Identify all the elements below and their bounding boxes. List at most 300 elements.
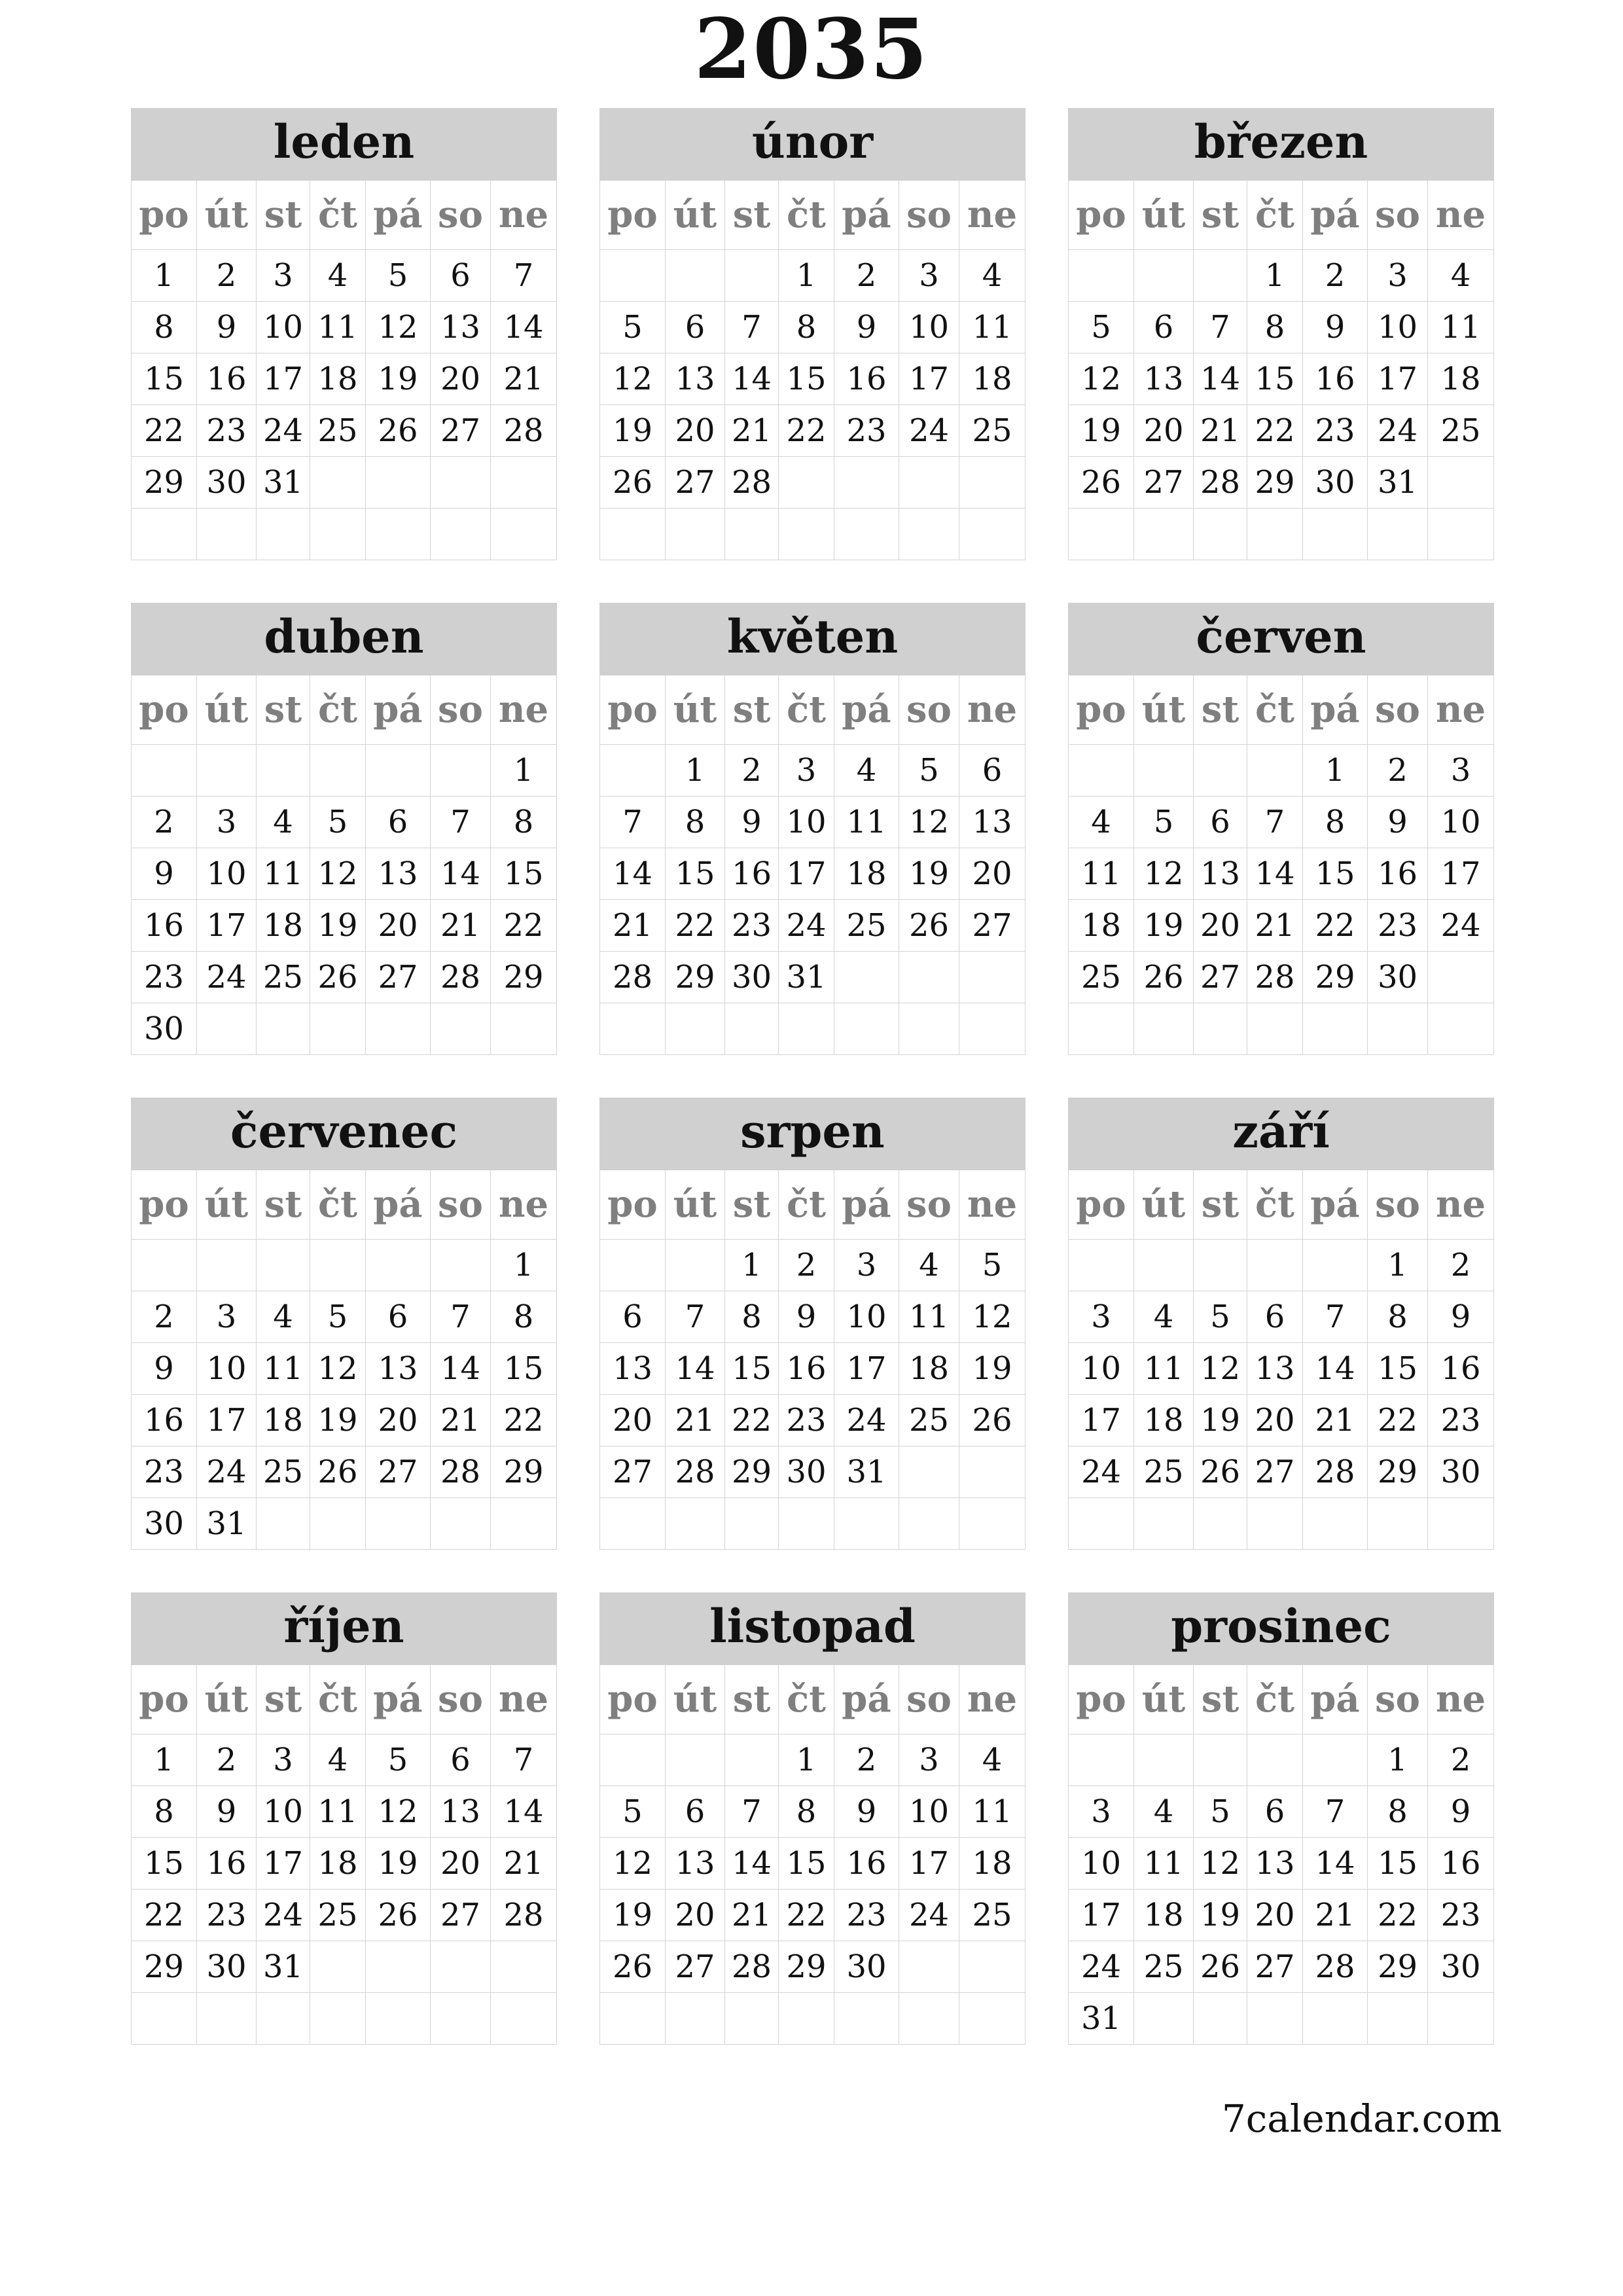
day-cell [1134, 509, 1194, 560]
day-cell: 11 [834, 797, 899, 848]
weekday-label: st [725, 675, 779, 745]
day-cell: 8 [131, 302, 197, 353]
day-cell: 24 [899, 405, 959, 457]
day-cell: 18 [257, 900, 310, 952]
day-cell: 9 [725, 797, 779, 848]
day-cell: 19 [599, 405, 666, 457]
day-cell: 6 [431, 1734, 491, 1786]
weekday-label: čt [310, 1170, 366, 1240]
day-cell: 10 [257, 1786, 310, 1838]
day-cell: 8 [131, 1786, 197, 1838]
week-row [599, 1838, 1026, 1890]
day-cell [666, 1003, 725, 1055]
month-days-grid [599, 675, 1026, 1056]
day-cell: 27 [666, 457, 725, 509]
week-row [599, 1890, 1026, 1941]
month-block [131, 108, 557, 561]
day-cell: 22 [131, 1890, 197, 1941]
day-cell: 9 [197, 302, 257, 353]
day-cell [1134, 745, 1194, 797]
weekday-label: ne [1428, 1665, 1494, 1734]
day-cell: 27 [959, 900, 1026, 952]
day-cell [1368, 1993, 1428, 2045]
month-days-grid [599, 1665, 1026, 2045]
day-cell: 18 [1134, 1890, 1194, 1941]
week-row [1068, 797, 1494, 848]
day-cell: 4 [1134, 1786, 1194, 1838]
day-cell: 1 [491, 1240, 557, 1291]
day-cell: 29 [666, 952, 725, 1003]
weekday-label: čt [1247, 675, 1303, 745]
day-cell [666, 250, 725, 302]
day-cell: 21 [1303, 1395, 1368, 1446]
day-cell: 5 [599, 1786, 666, 1838]
day-cell: 6 [666, 302, 725, 353]
day-cell: 12 [1194, 1838, 1247, 1890]
weekday-label: so [431, 1665, 491, 1734]
weekday-label: ne [959, 1665, 1026, 1734]
week-row [599, 353, 1026, 405]
day-cell: 18 [1068, 900, 1134, 952]
day-cell: 9 [834, 302, 899, 353]
week-row [1068, 250, 1494, 302]
day-cell: 26 [599, 457, 666, 509]
day-cell: 4 [1068, 797, 1134, 848]
day-cell: 3 [899, 250, 959, 302]
day-cell [366, 1941, 431, 1993]
day-cell: 28 [725, 1941, 779, 1993]
day-cell [366, 457, 431, 509]
weekday-label: ne [1428, 675, 1494, 745]
day-cell [1134, 1498, 1194, 1550]
day-cell: 15 [1368, 1838, 1428, 1890]
day-cell: 21 [599, 900, 666, 952]
day-cell: 5 [366, 250, 431, 302]
day-cell: 12 [959, 1291, 1026, 1343]
day-cell [197, 1240, 257, 1291]
week-row [599, 900, 1026, 952]
day-cell: 11 [257, 848, 310, 900]
weekday-label: čt [779, 1665, 834, 1734]
day-cell [431, 1498, 491, 1550]
month-block [599, 603, 1026, 1056]
day-cell: 13 [1247, 1343, 1303, 1395]
month-name: březen [1068, 108, 1494, 181]
day-cell: 27 [1134, 457, 1194, 509]
day-cell: 8 [491, 1291, 557, 1343]
week-row [599, 1446, 1026, 1498]
weekday-label: so [899, 675, 959, 745]
day-cell: 5 [310, 1291, 366, 1343]
day-cell: 25 [1068, 952, 1134, 1003]
weekday-label: pá [1303, 675, 1368, 745]
day-cell: 30 [1368, 952, 1428, 1003]
day-cell: 10 [899, 1786, 959, 1838]
week-row [1068, 457, 1494, 509]
day-cell: 31 [257, 1941, 310, 1993]
weekday-label: so [899, 1170, 959, 1240]
day-cell [431, 745, 491, 797]
day-cell: 15 [1247, 353, 1303, 405]
month-name: září [1068, 1098, 1494, 1170]
day-cell: 11 [1134, 1343, 1194, 1395]
day-cell: 24 [779, 900, 834, 952]
weekday-label: so [1368, 1665, 1428, 1734]
day-cell [366, 1498, 431, 1550]
weekday-label: st [1194, 1170, 1247, 1240]
day-cell: 24 [257, 405, 310, 457]
day-cell: 31 [197, 1498, 257, 1550]
day-cell [257, 1003, 310, 1055]
week-row [131, 457, 557, 509]
week-row [1068, 1395, 1494, 1446]
day-cell: 18 [310, 353, 366, 405]
weekday-header-row [131, 181, 557, 250]
site-credit: 7calendar.com [1221, 2096, 1502, 2141]
day-cell: 2 [197, 1734, 257, 1786]
day-cell: 13 [1247, 1838, 1303, 1890]
day-cell: 1 [1247, 250, 1303, 302]
weekday-label: ne [491, 181, 557, 250]
week-row [599, 250, 1026, 302]
day-cell [1303, 1993, 1368, 2045]
day-cell: 18 [1134, 1395, 1194, 1446]
day-cell: 2 [1368, 745, 1428, 797]
day-cell: 23 [834, 405, 899, 457]
day-cell: 24 [834, 1395, 899, 1446]
day-cell: 27 [1247, 1446, 1303, 1498]
day-cell: 22 [131, 405, 197, 457]
weekday-label: po [131, 1665, 197, 1734]
weekday-label: st [1194, 675, 1247, 745]
weekday-label: so [431, 675, 491, 745]
day-cell: 13 [1134, 353, 1194, 405]
day-cell [834, 1993, 899, 2045]
week-row [1068, 1498, 1494, 1550]
weekday-label: ne [959, 1170, 1026, 1240]
day-cell: 28 [1303, 1446, 1368, 1498]
day-cell: 4 [899, 1240, 959, 1291]
day-cell: 9 [834, 1786, 899, 1838]
weekday-label: čt [1247, 181, 1303, 250]
weekday-label: pá [366, 181, 431, 250]
weekday-label: so [431, 181, 491, 250]
day-cell: 16 [834, 1838, 899, 1890]
weekday-label: st [725, 1170, 779, 1240]
month-block [1068, 603, 1494, 1056]
day-cell: 12 [1068, 353, 1134, 405]
weekday-label: út [197, 675, 257, 745]
day-cell: 6 [1194, 797, 1247, 848]
day-cell [310, 1498, 366, 1550]
day-cell: 17 [899, 1838, 959, 1890]
day-cell: 9 [1368, 797, 1428, 848]
day-cell: 15 [725, 1343, 779, 1395]
week-row [599, 1734, 1026, 1786]
week-row [1068, 1890, 1494, 1941]
day-cell: 13 [366, 1343, 431, 1395]
day-cell: 21 [725, 405, 779, 457]
day-cell: 27 [1194, 952, 1247, 1003]
day-cell: 16 [131, 1395, 197, 1446]
week-row [131, 250, 557, 302]
day-cell: 5 [899, 745, 959, 797]
day-cell: 6 [599, 1291, 666, 1343]
day-cell [366, 745, 431, 797]
month-block [599, 1592, 1026, 2045]
day-cell: 11 [1068, 848, 1134, 900]
day-cell: 9 [1303, 302, 1368, 353]
day-cell [959, 952, 1026, 1003]
day-cell [599, 250, 666, 302]
weekday-header-row [1068, 1170, 1494, 1240]
day-cell: 10 [1068, 1838, 1134, 1890]
day-cell: 14 [491, 302, 557, 353]
day-cell: 9 [1428, 1291, 1494, 1343]
day-cell: 19 [899, 848, 959, 900]
day-cell: 23 [197, 405, 257, 457]
day-cell [131, 1240, 197, 1291]
day-cell: 26 [899, 900, 959, 952]
month-days-grid [1068, 675, 1494, 1056]
day-cell [1303, 1498, 1368, 1550]
weekday-label: pá [366, 1170, 431, 1240]
day-cell: 16 [1368, 848, 1428, 900]
day-cell: 22 [779, 405, 834, 457]
day-cell: 6 [959, 745, 1026, 797]
day-cell: 29 [1368, 1446, 1428, 1498]
day-cell: 15 [131, 1838, 197, 1890]
weekday-label: pá [834, 181, 899, 250]
day-cell: 23 [1303, 405, 1368, 457]
day-cell: 22 [491, 900, 557, 952]
day-cell: 16 [1428, 1343, 1494, 1395]
day-cell: 14 [1303, 1838, 1368, 1890]
weekday-label: po [599, 675, 666, 745]
day-cell: 22 [1368, 1890, 1428, 1941]
day-cell: 21 [1194, 405, 1247, 457]
week-row [131, 900, 557, 952]
day-cell [1134, 1993, 1194, 2045]
day-cell: 5 [310, 797, 366, 848]
day-cell [725, 1734, 779, 1786]
day-cell [257, 1240, 310, 1291]
day-cell: 7 [725, 302, 779, 353]
day-cell: 13 [431, 1786, 491, 1838]
day-cell: 30 [1428, 1446, 1494, 1498]
day-cell: 15 [1368, 1343, 1428, 1395]
month-days-grid [131, 1665, 557, 2045]
weekday-label: po [131, 1170, 197, 1240]
day-cell [666, 509, 725, 560]
day-cell [431, 1240, 491, 1291]
day-cell: 18 [310, 1838, 366, 1890]
day-cell: 8 [1368, 1291, 1428, 1343]
weekday-label: pá [834, 1170, 899, 1240]
day-cell: 5 [599, 302, 666, 353]
day-cell: 21 [491, 353, 557, 405]
day-cell: 25 [1134, 1446, 1194, 1498]
day-cell [599, 509, 666, 560]
week-row [599, 1003, 1026, 1055]
day-cell: 1 [779, 250, 834, 302]
day-cell: 11 [1134, 1838, 1194, 1890]
weekday-label: út [197, 181, 257, 250]
day-cell: 30 [131, 1498, 197, 1550]
day-cell [1068, 745, 1134, 797]
day-cell: 27 [1247, 1941, 1303, 1993]
day-cell: 3 [1428, 745, 1494, 797]
week-row [599, 1291, 1026, 1343]
day-cell: 27 [666, 1941, 725, 1993]
day-cell: 3 [197, 1291, 257, 1343]
month-name: červen [1068, 603, 1494, 675]
day-cell [899, 1993, 959, 2045]
day-cell: 17 [1428, 848, 1494, 900]
day-cell: 10 [1368, 302, 1428, 353]
day-cell: 2 [1303, 250, 1368, 302]
day-cell [310, 509, 366, 560]
day-cell: 10 [197, 1343, 257, 1395]
day-cell: 10 [779, 797, 834, 848]
day-cell: 6 [1247, 1786, 1303, 1838]
day-cell [1247, 1993, 1303, 2045]
weekday-label: út [666, 181, 725, 250]
day-cell [599, 1734, 666, 1786]
day-cell: 24 [1068, 1941, 1134, 1993]
day-cell: 14 [1194, 353, 1247, 405]
day-cell [1303, 509, 1368, 560]
week-row [599, 1240, 1026, 1291]
day-cell [1134, 1734, 1194, 1786]
day-cell: 15 [779, 353, 834, 405]
day-cell [959, 457, 1026, 509]
weekday-label: út [666, 675, 725, 745]
day-cell: 23 [725, 900, 779, 952]
day-cell: 18 [959, 353, 1026, 405]
day-cell: 8 [1368, 1786, 1428, 1838]
weekday-label: so [431, 1170, 491, 1240]
day-cell [779, 1498, 834, 1550]
weekday-label: ne [959, 181, 1026, 250]
day-cell: 3 [197, 797, 257, 848]
day-cell: 13 [431, 302, 491, 353]
day-cell: 19 [1134, 900, 1194, 952]
day-cell: 12 [599, 353, 666, 405]
weekday-label: po [1068, 1170, 1134, 1240]
week-row [599, 1786, 1026, 1838]
weekday-header-row [599, 1170, 1026, 1240]
day-cell: 21 [431, 1395, 491, 1446]
weekday-label: út [197, 1170, 257, 1240]
day-cell: 23 [779, 1395, 834, 1446]
day-cell [1194, 509, 1247, 560]
weekday-label: čt [779, 181, 834, 250]
day-cell: 7 [666, 1291, 725, 1343]
weekday-label: út [666, 1665, 725, 1734]
day-cell: 25 [310, 405, 366, 457]
day-cell [431, 509, 491, 560]
day-cell: 20 [1134, 405, 1194, 457]
day-cell: 16 [197, 353, 257, 405]
week-row [599, 745, 1026, 797]
day-cell [834, 1498, 899, 1550]
day-cell [431, 1993, 491, 2045]
day-cell [725, 509, 779, 560]
day-cell: 21 [1303, 1890, 1368, 1941]
day-cell: 27 [599, 1446, 666, 1498]
day-cell: 2 [1428, 1734, 1494, 1786]
day-cell: 23 [197, 1890, 257, 1941]
day-cell [666, 1240, 725, 1291]
day-cell: 14 [431, 848, 491, 900]
day-cell [779, 1993, 834, 2045]
year-title: 2035 [694, 1, 929, 98]
day-cell: 29 [1368, 1941, 1428, 1993]
day-cell: 29 [131, 1941, 197, 1993]
month-block [131, 1592, 557, 2045]
day-cell [197, 509, 257, 560]
day-cell [834, 509, 899, 560]
weekday-label: po [1068, 1665, 1134, 1734]
week-row [599, 1395, 1026, 1446]
day-cell [1368, 1003, 1428, 1055]
day-cell: 24 [197, 1446, 257, 1498]
week-row [1068, 405, 1494, 457]
weekday-label: čt [310, 1665, 366, 1734]
day-cell [197, 745, 257, 797]
day-cell [1068, 250, 1134, 302]
day-cell: 26 [1134, 952, 1194, 1003]
day-cell: 30 [1428, 1941, 1494, 1993]
day-cell: 1 [1368, 1734, 1428, 1786]
day-cell: 3 [257, 1734, 310, 1786]
day-cell [959, 1941, 1026, 1993]
day-cell: 5 [366, 1734, 431, 1786]
day-cell [197, 1003, 257, 1055]
day-cell [899, 1941, 959, 1993]
day-cell: 1 [131, 250, 197, 302]
day-cell: 2 [725, 745, 779, 797]
day-cell: 4 [310, 250, 366, 302]
weekday-label: čt [310, 675, 366, 745]
day-cell: 12 [1194, 1343, 1247, 1395]
day-cell: 2 [1428, 1240, 1494, 1291]
day-cell: 5 [959, 1240, 1026, 1291]
month-block [131, 603, 557, 1056]
week-row [1068, 509, 1494, 560]
day-cell: 5 [1194, 1786, 1247, 1838]
day-cell: 12 [310, 1343, 366, 1395]
day-cell [599, 1993, 666, 2045]
day-cell: 4 [834, 745, 899, 797]
day-cell: 5 [1068, 302, 1134, 353]
month-block [1068, 1592, 1494, 2045]
day-cell: 27 [431, 405, 491, 457]
day-cell [257, 745, 310, 797]
weekday-label: út [1134, 1170, 1194, 1240]
day-cell: 29 [491, 1446, 557, 1498]
day-cell: 9 [131, 1343, 197, 1395]
day-cell: 1 [491, 745, 557, 797]
weekday-label: so [1368, 181, 1428, 250]
day-cell: 4 [310, 1734, 366, 1786]
week-row [1068, 1941, 1494, 1993]
day-cell: 25 [959, 1890, 1026, 1941]
day-cell: 22 [1247, 405, 1303, 457]
day-cell: 4 [959, 1734, 1026, 1786]
day-cell [959, 1498, 1026, 1550]
